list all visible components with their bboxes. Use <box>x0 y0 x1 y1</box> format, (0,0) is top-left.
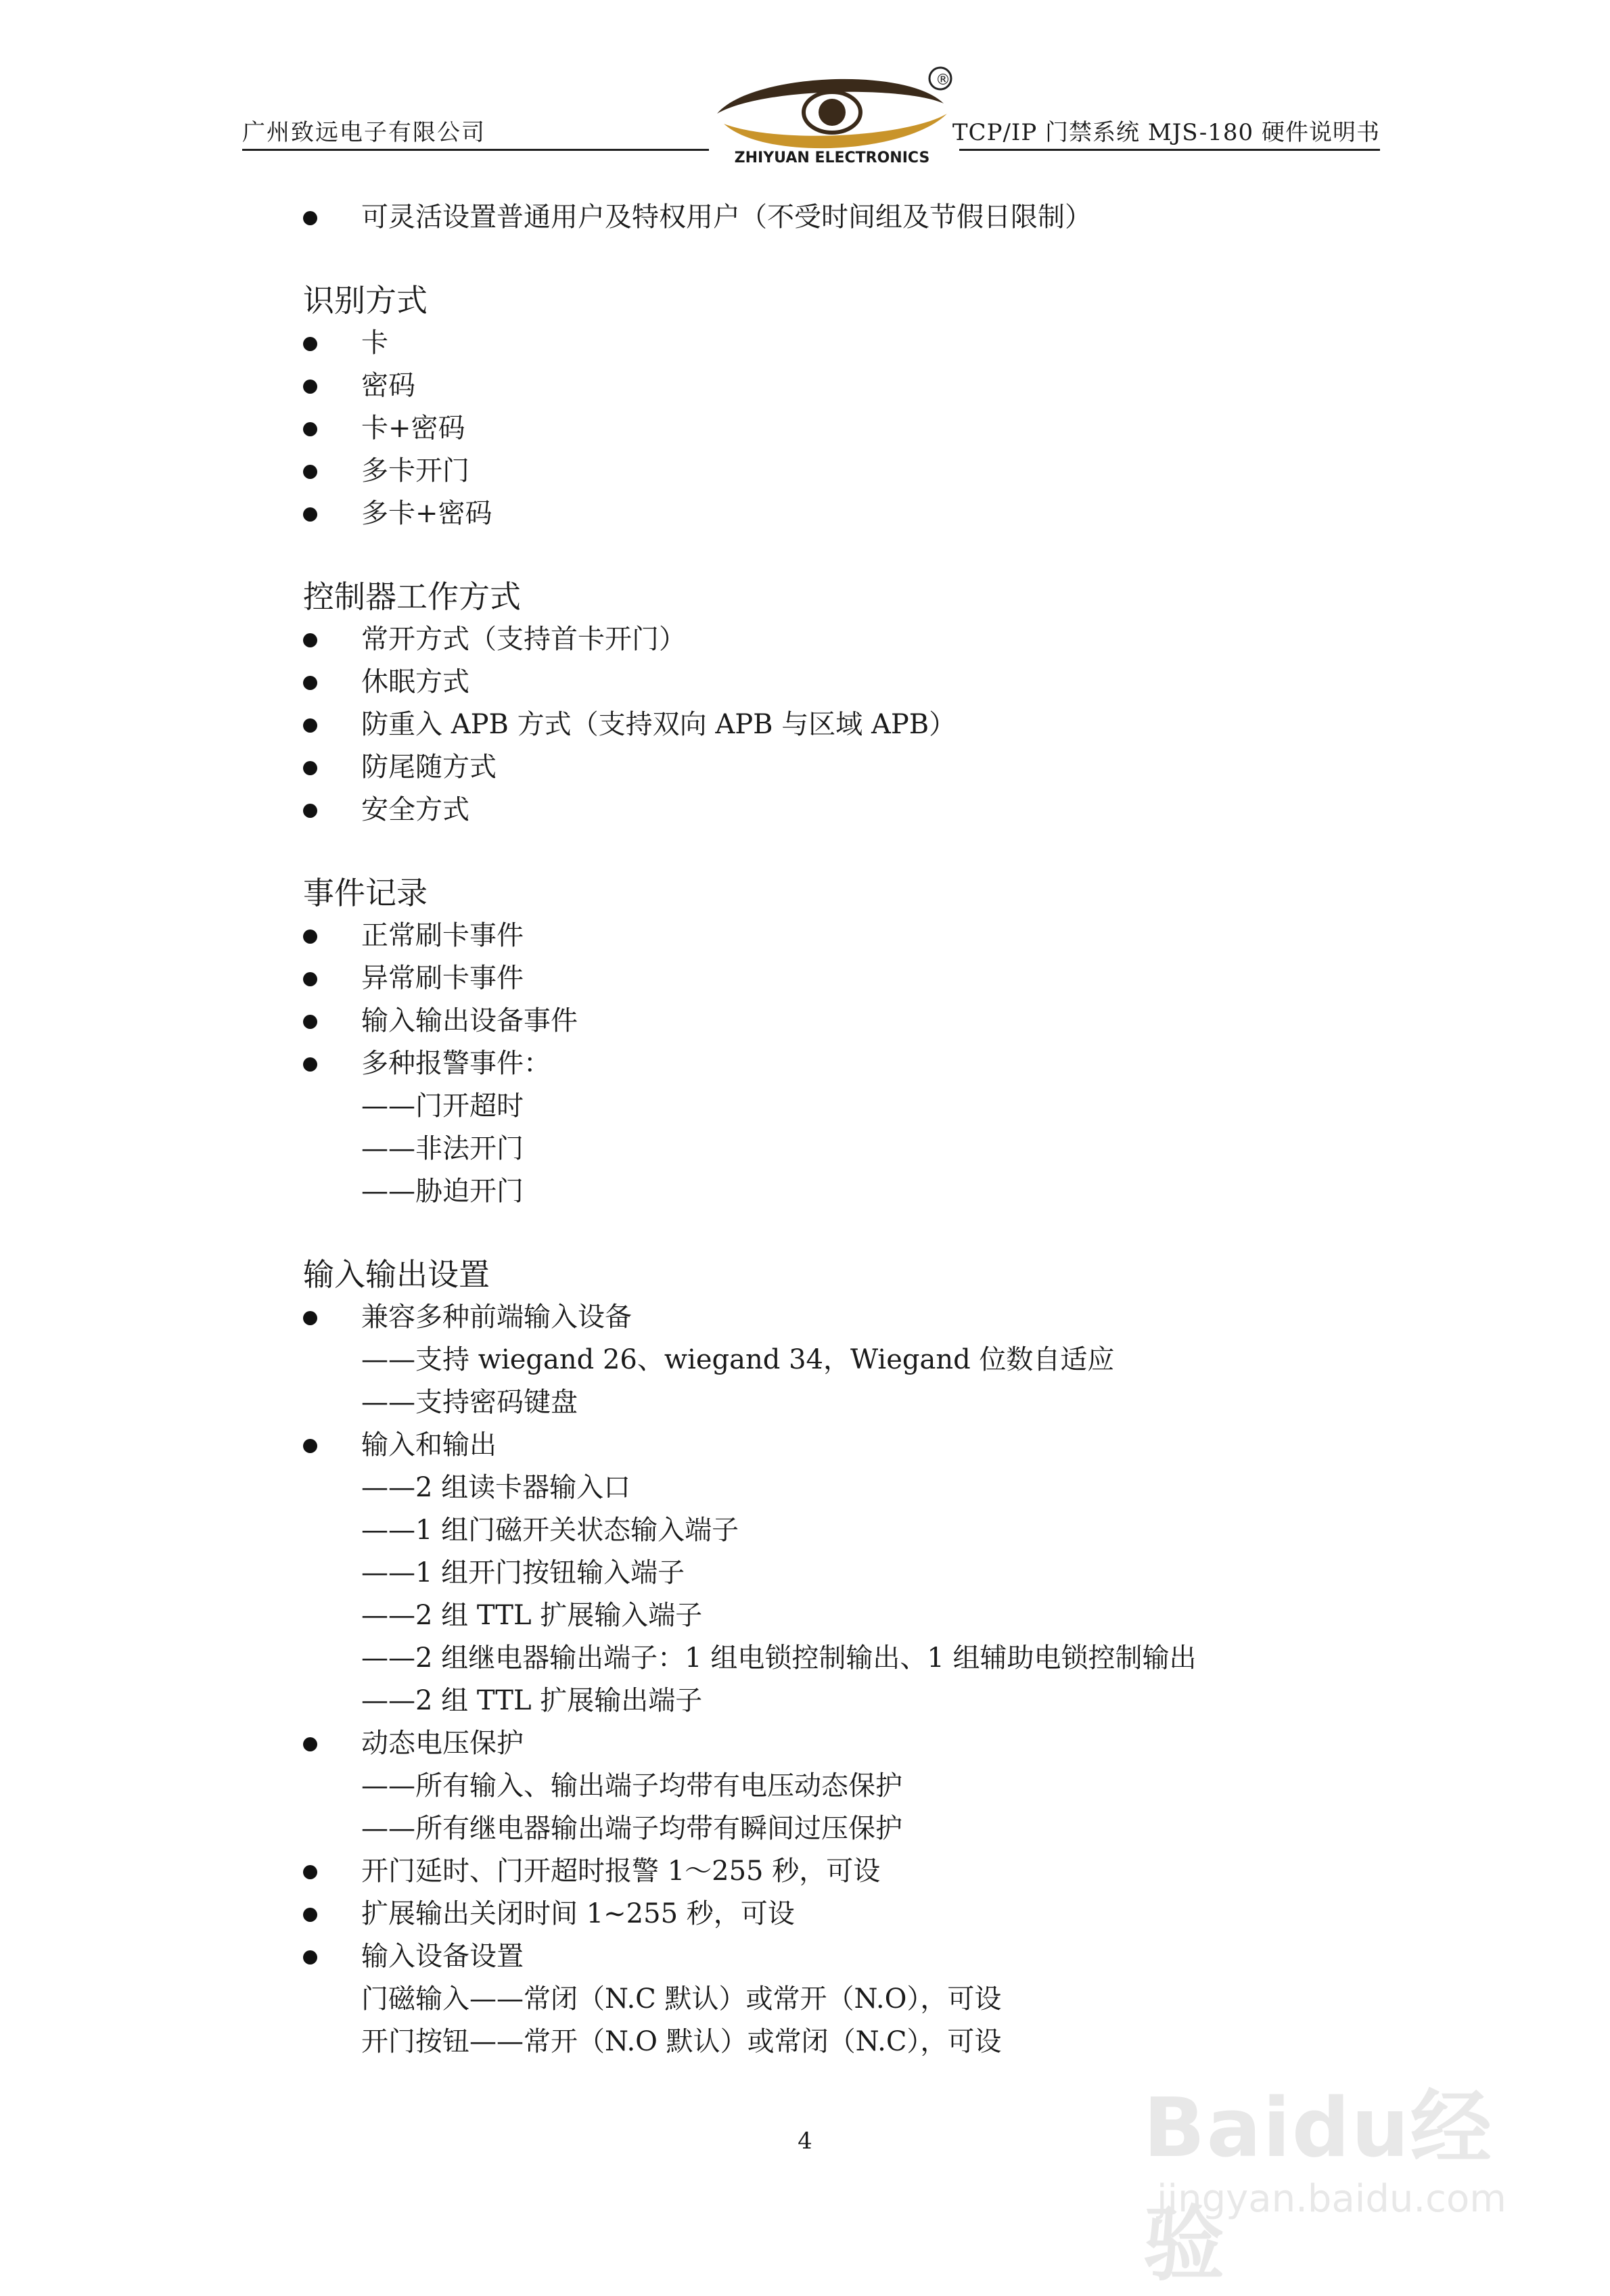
section-title-event-log: 事件记录 <box>303 875 428 911</box>
list-item-text: 卡+密码 <box>361 413 465 444</box>
list-item <box>303 704 1412 746</box>
watermark-brand: Baidu经验 <box>1143 2082 1493 2292</box>
bullet-icon <box>303 1908 317 1922</box>
watermark-url: jingyan.baidu.com <box>1157 2177 1506 2221</box>
list-item-text: 防尾随方式 <box>361 752 497 783</box>
list-item <box>303 492 1412 535</box>
list-item <box>303 789 1412 831</box>
bullet-icon <box>303 507 317 522</box>
bullet-icon <box>303 1950 317 1965</box>
bullet-icon <box>303 1439 317 1453</box>
bullet-icon <box>303 1865 317 1879</box>
bullet-icon <box>303 676 317 690</box>
bullet-icon <box>303 380 317 394</box>
list-item <box>303 1893 1412 1935</box>
sub-item: ——胁迫开门 <box>361 1176 524 1207</box>
bullet-icon <box>303 972 317 986</box>
list-item-text: 多卡+密码 <box>361 498 492 529</box>
list-item-text: 异常刷卡事件 <box>361 963 524 994</box>
bullet-icon <box>303 718 317 733</box>
bullet-icon <box>303 804 317 818</box>
sub-item: ——门开超时 <box>361 1090 524 1122</box>
bullet-icon <box>303 211 317 225</box>
baidu-jingyan-watermark <box>1143 2063 1522 2292</box>
header-rule-left <box>242 149 709 151</box>
sub-item: 开门按钮——常开（N.O 默认）或常闭（N.C），可设 <box>361 2026 1002 2057</box>
list-item <box>303 365 1412 407</box>
bullet-icon <box>303 1015 317 1029</box>
registered-mark: ® <box>936 72 950 89</box>
zhiyuan-logo <box>704 60 961 175</box>
logo-text: ZHIYUAN ELECTRONICS <box>734 150 930 166</box>
list-item-text: 输入输出设备事件 <box>361 1005 578 1036</box>
intro-bullet-text: 可灵活设置普通用户及特权用户（不受时间组及节假日限制） <box>361 202 1092 233</box>
list-item <box>303 1722 1412 1765</box>
list-item-text: 兼容多种前端输入设备 <box>361 1302 632 1333</box>
list-item-text: 正常刷卡事件 <box>361 920 524 951</box>
list-item <box>303 1850 1412 1893</box>
bullet-icon <box>303 1057 317 1072</box>
list-item-text: 扩展输出关闭时间 1~255 秒，可设 <box>361 1898 795 1929</box>
list-item <box>303 1042 1412 1085</box>
bullet-icon <box>303 1311 317 1325</box>
list-item-text: 多卡开门 <box>361 455 469 486</box>
list-item-text: 休眠方式 <box>361 666 469 697</box>
section-title-io-settings: 输入输出设置 <box>303 1256 490 1293</box>
document-title: TCP/IP 门禁系统 MJS-180 硬件说明书 <box>952 119 1380 146</box>
list-item <box>303 1296 1412 1339</box>
sub-item: ——2 组读卡器输入口 <box>361 1472 631 1503</box>
sub-item: ——1 组开门按钮输入端子 <box>361 1557 685 1588</box>
sub-item: 门磁输入——常闭（N.C 默认）或常开（N.O），可设 <box>361 1983 1002 2015</box>
list-item <box>303 746 1412 789</box>
list-item <box>303 957 1412 1000</box>
bullet-icon <box>303 1737 317 1751</box>
sub-item: ——2 组继电器输出端子：1 组电锁控制输出、1 组辅助电锁控制输出 <box>361 1643 1197 1674</box>
list-item-text: 输入设备设置 <box>361 1941 524 1972</box>
list-item-text: 输入和输出 <box>361 1429 497 1461</box>
sub-item: ——支持 wiegand 26、wiegand 34，Wiegand 位数自适应 <box>361 1344 1115 1375</box>
bullet-icon <box>303 633 317 647</box>
list-item-text: 密码 <box>361 370 415 401</box>
bullet-icon <box>303 761 317 775</box>
company-name: 广州致远电子有限公司 <box>242 119 486 146</box>
list-item-text: 多种报警事件： <box>361 1048 551 1079</box>
list-item-text: 安全方式 <box>361 794 469 825</box>
bullet-icon <box>303 465 317 479</box>
section-title-identification: 识别方式 <box>303 282 428 319</box>
header-rule-right <box>959 149 1380 151</box>
list-item <box>303 1935 1412 1978</box>
list-item <box>303 915 1412 957</box>
page-number: 4 <box>798 2128 812 2155</box>
bullet-icon <box>303 929 317 944</box>
sub-item: ——2 组 TTL 扩展输入端子 <box>361 1600 703 1631</box>
list-item-text: 防重入 APB 方式（支持双向 APB 与区域 APB） <box>361 709 957 740</box>
section-title-work-mode: 控制器工作方式 <box>303 578 521 615</box>
bullet-icon <box>303 337 317 351</box>
sub-item: ——非法开门 <box>361 1133 524 1164</box>
list-item <box>303 407 1412 450</box>
list-item <box>303 1000 1412 1042</box>
list-item <box>303 661 1412 704</box>
list-item <box>303 196 1412 239</box>
list-item-text: 开门延时、门开超时报警 1～255 秒，可设 <box>361 1856 881 1887</box>
list-item-text: 卡 <box>361 327 388 359</box>
sub-item: ——支持密码键盘 <box>361 1387 578 1418</box>
bullet-icon <box>303 422 317 436</box>
list-item-text: 常开方式（支持首卡开门） <box>361 624 686 655</box>
list-item <box>303 322 1412 365</box>
sub-item: ——所有继电器输出端子均带有瞬间过压保护 <box>361 1813 902 1844</box>
main-content <box>303 196 1412 2063</box>
sub-item: ——1 组门磁开关状态输入端子 <box>361 1515 739 1546</box>
list-item <box>303 618 1412 661</box>
sub-item: ——2 组 TTL 扩展输出端子 <box>361 1685 703 1716</box>
list-item-text: 动态电压保护 <box>361 1728 524 1759</box>
sub-item: ——所有输入、输出端子均带有电压动态保护 <box>361 1770 902 1801</box>
list-item <box>303 450 1412 492</box>
list-item <box>303 1424 1412 1467</box>
